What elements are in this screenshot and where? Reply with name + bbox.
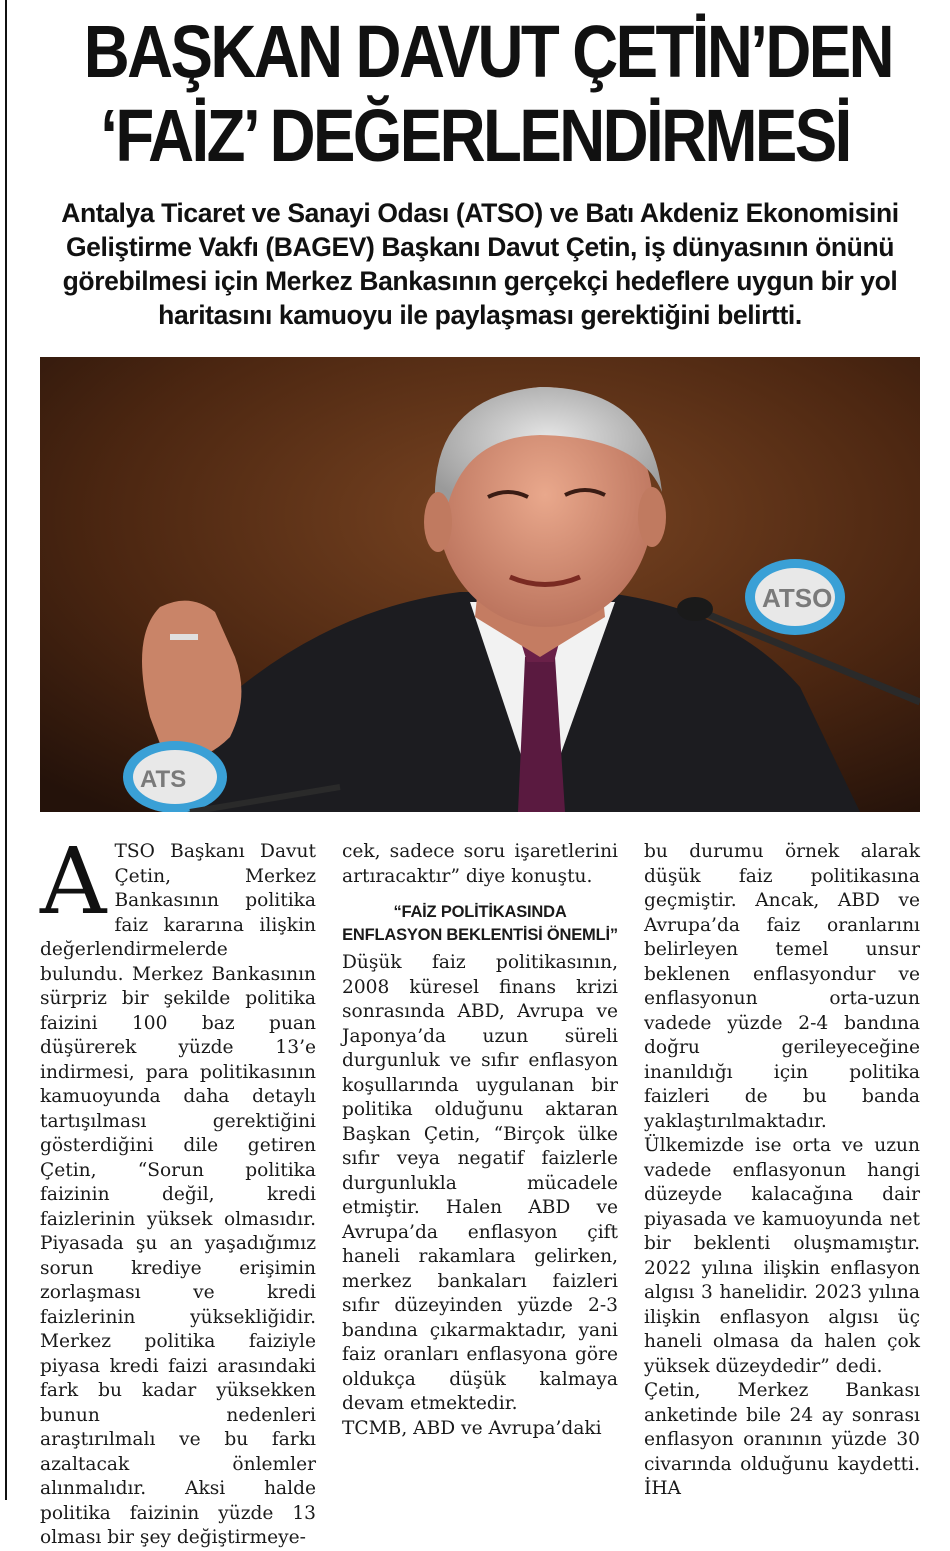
drop-cap: A	[40, 828, 107, 935]
column-3	[644, 840, 920, 1502]
headline-line-1: BAŞKAN DAVUT ÇETİN’DEN	[83, 10, 892, 93]
column-3-body: bu durumu örnek alarak düşük faiz politikasına geçmiştir. Ancak, ABD ve Avrupa’da faiz oranlarını belirleyen temel unsur beklenen enflasyondur ve enflasyonun orta-uzun vadede yüzde 2-4 bandına doğru gerileyeceğine inanıldığı için politika faizleri de bu banda yaklaştırılmaktadır. Ülkemizde ise orta ve uzun vadede enflasyonun hangi düzeyde kalacağına dair piyasada ve kamuoyunda net bir beklenti oluşmamıştır. 2022 yılına ilişkin enflasyon algısı 3 hanelidir. 2023 yılına ilişkin enflasyon algısı üç haneli olmasa da halen çok yüksek düzeydedir” dedi.	[644, 841, 920, 1377]
atso-logo-text: ATSO	[762, 583, 833, 613]
column-2-continuation: cek, sadece soru işaretlerini artıracaktır” diye konuştu.	[342, 841, 618, 887]
headline-line-2: ‘FAİZ’ DEĞERLENDİRMESİ	[100, 94, 850, 177]
headline	[83, 10, 892, 178]
atso-logo-badge-left	[123, 741, 227, 812]
atso-logo-text-small: ATS	[140, 766, 187, 793]
column-1	[40, 828, 316, 1551]
column-1-text: TSO Başkanı Davut Çetin, Merkez Bankasının politika faiz kararına ilişkin değerlendirmelerde bulundu. Merkez Bankasının sürpriz bir şekilde politika faizini 100 baz puan düşürerek yüzde 13’e indirmesi, para politikasının kamuoyunda daha detaylı tartışılması gerektiğini gösterdiğini dile getiren Çetin, “Sorun politika faizinin değil, kredi faizlerinin yüksek olmasıdır. Piyasada şu an yaşadığımız sorun krediye erişimin zorlaşması ve kredi faizlerinin yüksekliğidir. Merkez politika faiziyle piyasa kredi faizi arasındaki fark bu kadar yüksekken bunun nedenleri araştırılmalı ve bu farkı azaltacak önlemler alınmalıdır. Aksi halde politika faizinin yüzde 13 olması bir şey değiştirmeye-	[40, 841, 316, 1548]
column-3-closing: Çetin, Merkez Bankası anketinde bile 24 ay sonrası enflasyon oranının yüzde 30 civarında olduğunu kaydetti. İHA	[644, 1380, 920, 1499]
news-photo	[40, 357, 920, 812]
section-subhead: “FAİZ POLİTİKASINDA ENFLASYON BEKLENTİSİ ÖNEMLİ”	[342, 903, 618, 944]
atso-logo-badge-right	[745, 559, 845, 635]
left-column-rule	[5, 0, 7, 1500]
lede-paragraph: Antalya Ticaret ve Sanayi Odası (ATSO) ve Batı Akdeniz Ekonomisini Geliştirme Vakfı (BAGEV) Başkanı Davut Çetin, iş dünyasının önünü görebilmesi için Merkez Bankasının gerçekçi hedeflere uygun bir yol haritasını kamuoyu ile paylaşması gerektiğini belirtti.	[61, 198, 899, 330]
portrait-illustration	[40, 357, 920, 812]
column-2	[342, 840, 618, 1441]
column-2-tail: TCMB, ABD ve Avrupa’daki	[342, 1417, 602, 1439]
column-2-body: Düşük faiz politikasının, 2008 küresel finans krizi sonrasında ABD, Avrupa ve Japonya’da uzun süreli durgunluk ve sıfır enflasyon koşullarında uygulanan bir politika olduğunu aktaran Başkan Çetin, “Birçok ülke sıfır veya negatif faizlerle durgunlukla mücadele etmiştir. Halen ABD ve Avrupa’da enflasyon çift haneli rakamlara gelirken, merkez bankaları faizleri sıfır düzeyinden yüzde 2-3 bandına çıkarmaktadır, yani faiz oranları enflasyona göre oldukça düşük kalmaya devam etmektedir.	[342, 952, 618, 1414]
article-body	[40, 828, 930, 1548]
